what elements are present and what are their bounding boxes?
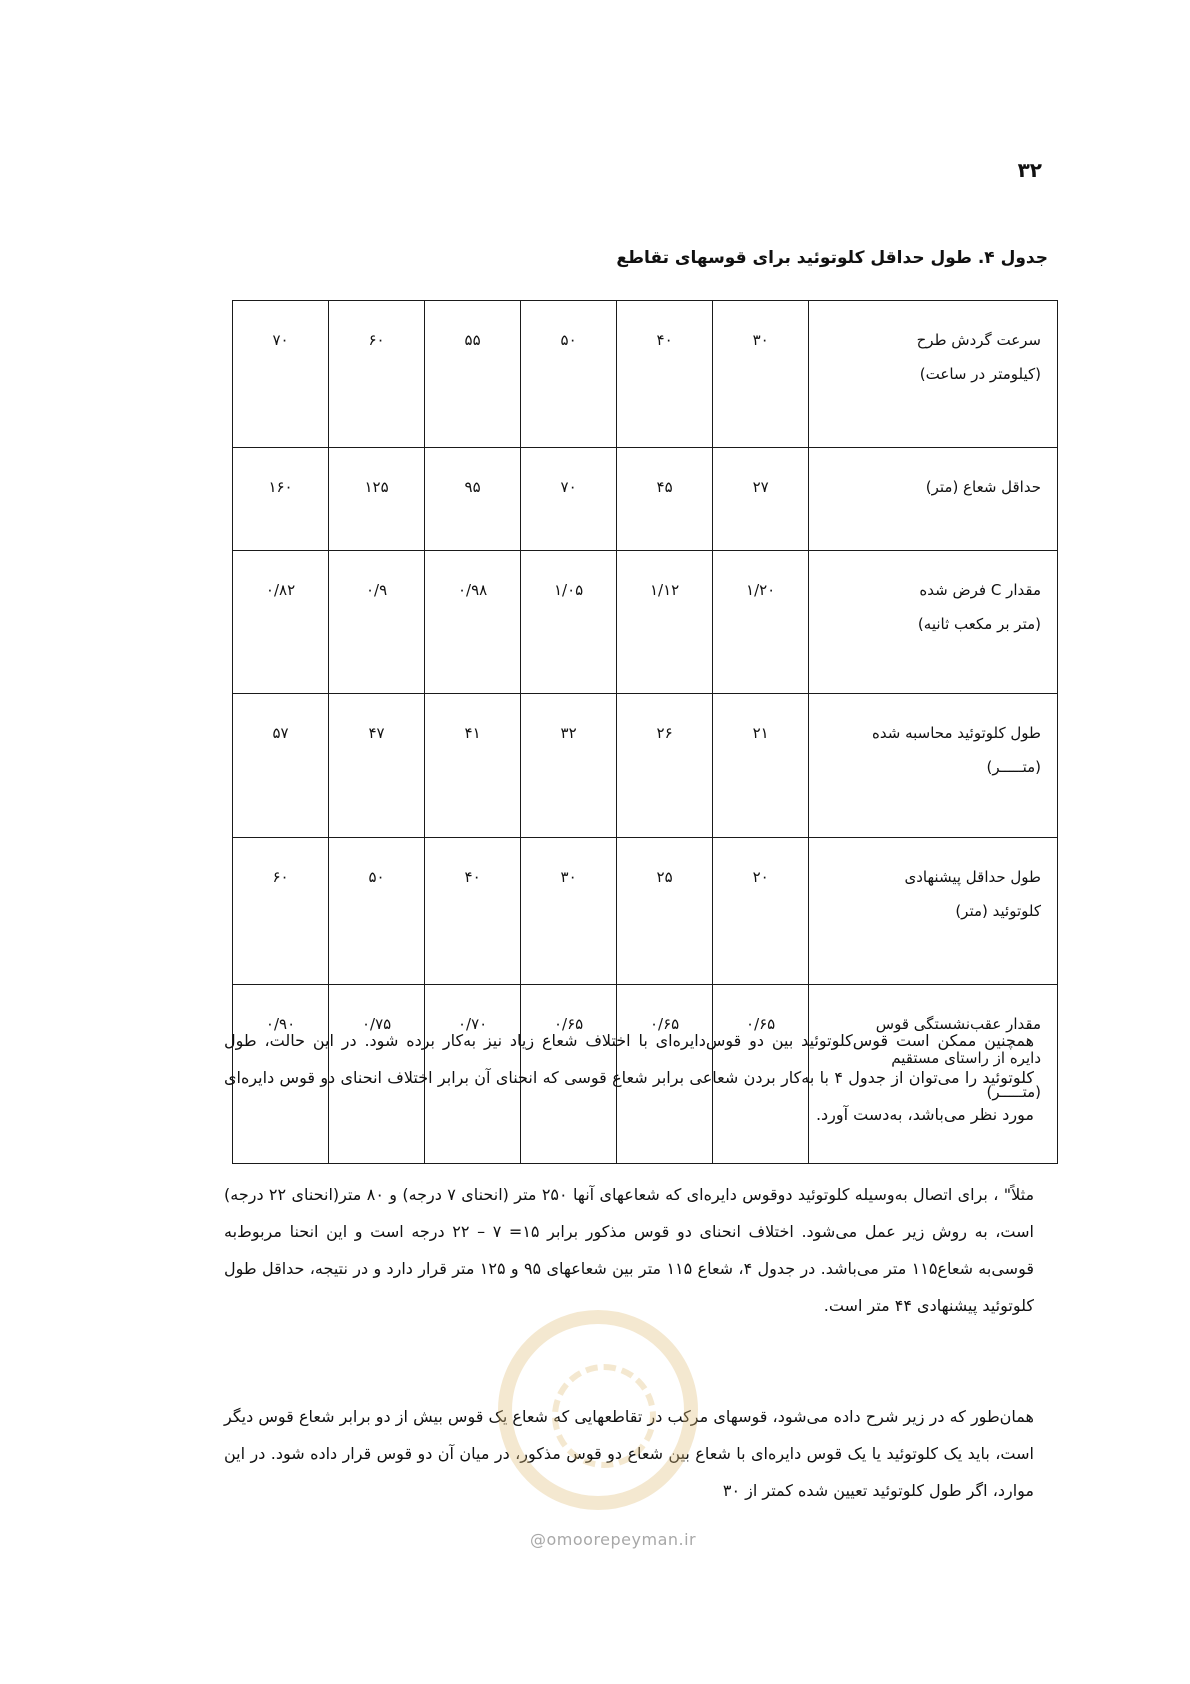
- table-cell: ۳۰: [521, 838, 617, 985]
- page-number: ۳۲: [1017, 158, 1042, 182]
- table-cell: ۰/۶۵: [521, 985, 617, 1164]
- table-cell: ۵۵: [425, 301, 521, 448]
- table-cell: ۵۷: [233, 694, 329, 838]
- label-line: کلوتوئید (متر): [955, 902, 1041, 920]
- table-row: [233, 838, 1058, 985]
- table-cell: ۰/۷۵: [329, 985, 425, 1164]
- label-line: (کیلومتر در ساعت): [919, 365, 1041, 383]
- row-label: [809, 551, 1058, 694]
- label-line: طول حداقل پیشنهادی: [904, 868, 1041, 886]
- table-cell: ۴۱: [425, 694, 521, 838]
- table-cell: ۲۶: [617, 694, 713, 838]
- table-cell: ۴۰: [425, 838, 521, 985]
- table-row: [233, 551, 1058, 694]
- table-cell: ۱۲۵: [329, 448, 425, 551]
- table-cell: ۶۰: [329, 301, 425, 448]
- table-cell: ۵۰: [521, 301, 617, 448]
- watermark-text: @omoorepeyman.ir: [530, 1530, 697, 1549]
- table-cell: ۷۰: [233, 301, 329, 448]
- table-cell: ۴۷: [329, 694, 425, 838]
- table-cell: ۲۱: [713, 694, 809, 838]
- table-cell: ۰/۶۵: [713, 985, 809, 1164]
- table-cell: ۱/۲۰: [713, 551, 809, 694]
- table-cell: ۲۰: [713, 838, 809, 985]
- label-line: سرعت گردش طرح: [916, 331, 1041, 349]
- table-cell: ۳۰: [713, 301, 809, 448]
- table-cell: ۲۵: [617, 838, 713, 985]
- body-paragraph: مثلاً" ، برای اتصال به‌وسیله کلوتوئید دوقوس دایره‌ای که شعاعهای آنها ۲۵۰ متر (انحنای ۷ درجه) و ۸۰ متر(انحنای ۲۲ درجه) است، به روش زیر عمل می‌شود. اختلاف انحنای دو قوس مذکور برابر ۱۵= ۷ – ۲۲ درجه است و این انحنا مربوط‌به قوسی‌به شعاع‌۱۱۵ متر می‌باشد. در جدول ۴، شعاع ۱۱۵ متر بین شعاعهای ۹۵ و ۱۲۵ متر قرار دارد و در نتیجه، حداقل طول کلوتوئید پیشنهادی ۴۴ متر است.: [224, 1185, 1035, 1315]
- table-cell: ۰/۹۰: [233, 985, 329, 1164]
- table-cell: ۴۰: [617, 301, 713, 448]
- row-label: [809, 448, 1058, 551]
- label-line: (متر بر مکعب ثانیه): [917, 615, 1041, 633]
- table-cell: ۶۰: [233, 838, 329, 985]
- table-cell: ۹۵: [425, 448, 521, 551]
- body-paragraph: همان‌طور که در زیر شرح داده می‌شود، قوسهای مرکب در تقاطعهایی که شعاع یک قوس بیش از دو برابر شعاع قوس دیگر است، باید یک کلوتوئید یا یک قوس دایره‌ای با شعاع بین شعاع دو قوس مذکور، در میان آن دو قوس قرار داده شود. در این موارد، اگر طول کلوتوئید تعیین شده کمتر از ۳۰: [224, 1407, 1034, 1500]
- row-label: [809, 838, 1058, 985]
- row-label: [809, 694, 1058, 838]
- label-line: مقدار C فرض شده: [919, 581, 1041, 599]
- table-cell: ۰/۷۰: [425, 985, 521, 1164]
- label-line: دایره از راستای مستقیم: [891, 1049, 1041, 1067]
- table-cell: ۴۵: [617, 448, 713, 551]
- table-cell: ۰/۸۲: [233, 551, 329, 694]
- label-line: مقدار عقب‌نشستگی قوس: [875, 1015, 1041, 1033]
- table-cell: ۵۰: [329, 838, 425, 985]
- table-cell: ۷۰: [521, 448, 617, 551]
- table-cell: ۲۷: [713, 448, 809, 551]
- body-paragraph: همچنین ممکن است قوس‌کلوتوئید بین دو قوس‌دایره‌ای با اختلاف شعاع زیاد نیز به‌کار برده شود. در این حالت، طول کلوتوئید را می‌توان از جدول ۴ با به‌کار بردن شعاعی برابر شعاع قوسی که انحنای آن برابر اختلاف انحنای دو قوس دایره‌ای مورد نظر می‌باشد، به‌دست آورد.: [224, 1031, 1035, 1124]
- label-line: (متـــــر): [986, 758, 1041, 776]
- table-row: [233, 694, 1058, 838]
- table-caption: جدول ۴. طول حداقل کلوتوئید برای قوسهای تقاطع: [616, 248, 1048, 268]
- label-line: (متـــــر): [986, 1083, 1041, 1101]
- table-cell: ۱۶۰: [233, 448, 329, 551]
- label-line: حداقل شعاع (متر): [925, 478, 1041, 496]
- row-label: [809, 301, 1058, 448]
- table-row: [233, 301, 1058, 448]
- table-row: [233, 448, 1058, 551]
- table-cell: ۳۲: [521, 694, 617, 838]
- table-cell: ۰/۹۸: [425, 551, 521, 694]
- table-cell: ۰/۹: [329, 551, 425, 694]
- table-cell: ۱/۱۲: [617, 551, 713, 694]
- label-line: طول کلوتوئید محاسبه شده: [872, 724, 1041, 742]
- table-cell: ۰/۶۵: [617, 985, 713, 1164]
- table-cell: ۱/۰۵: [521, 551, 617, 694]
